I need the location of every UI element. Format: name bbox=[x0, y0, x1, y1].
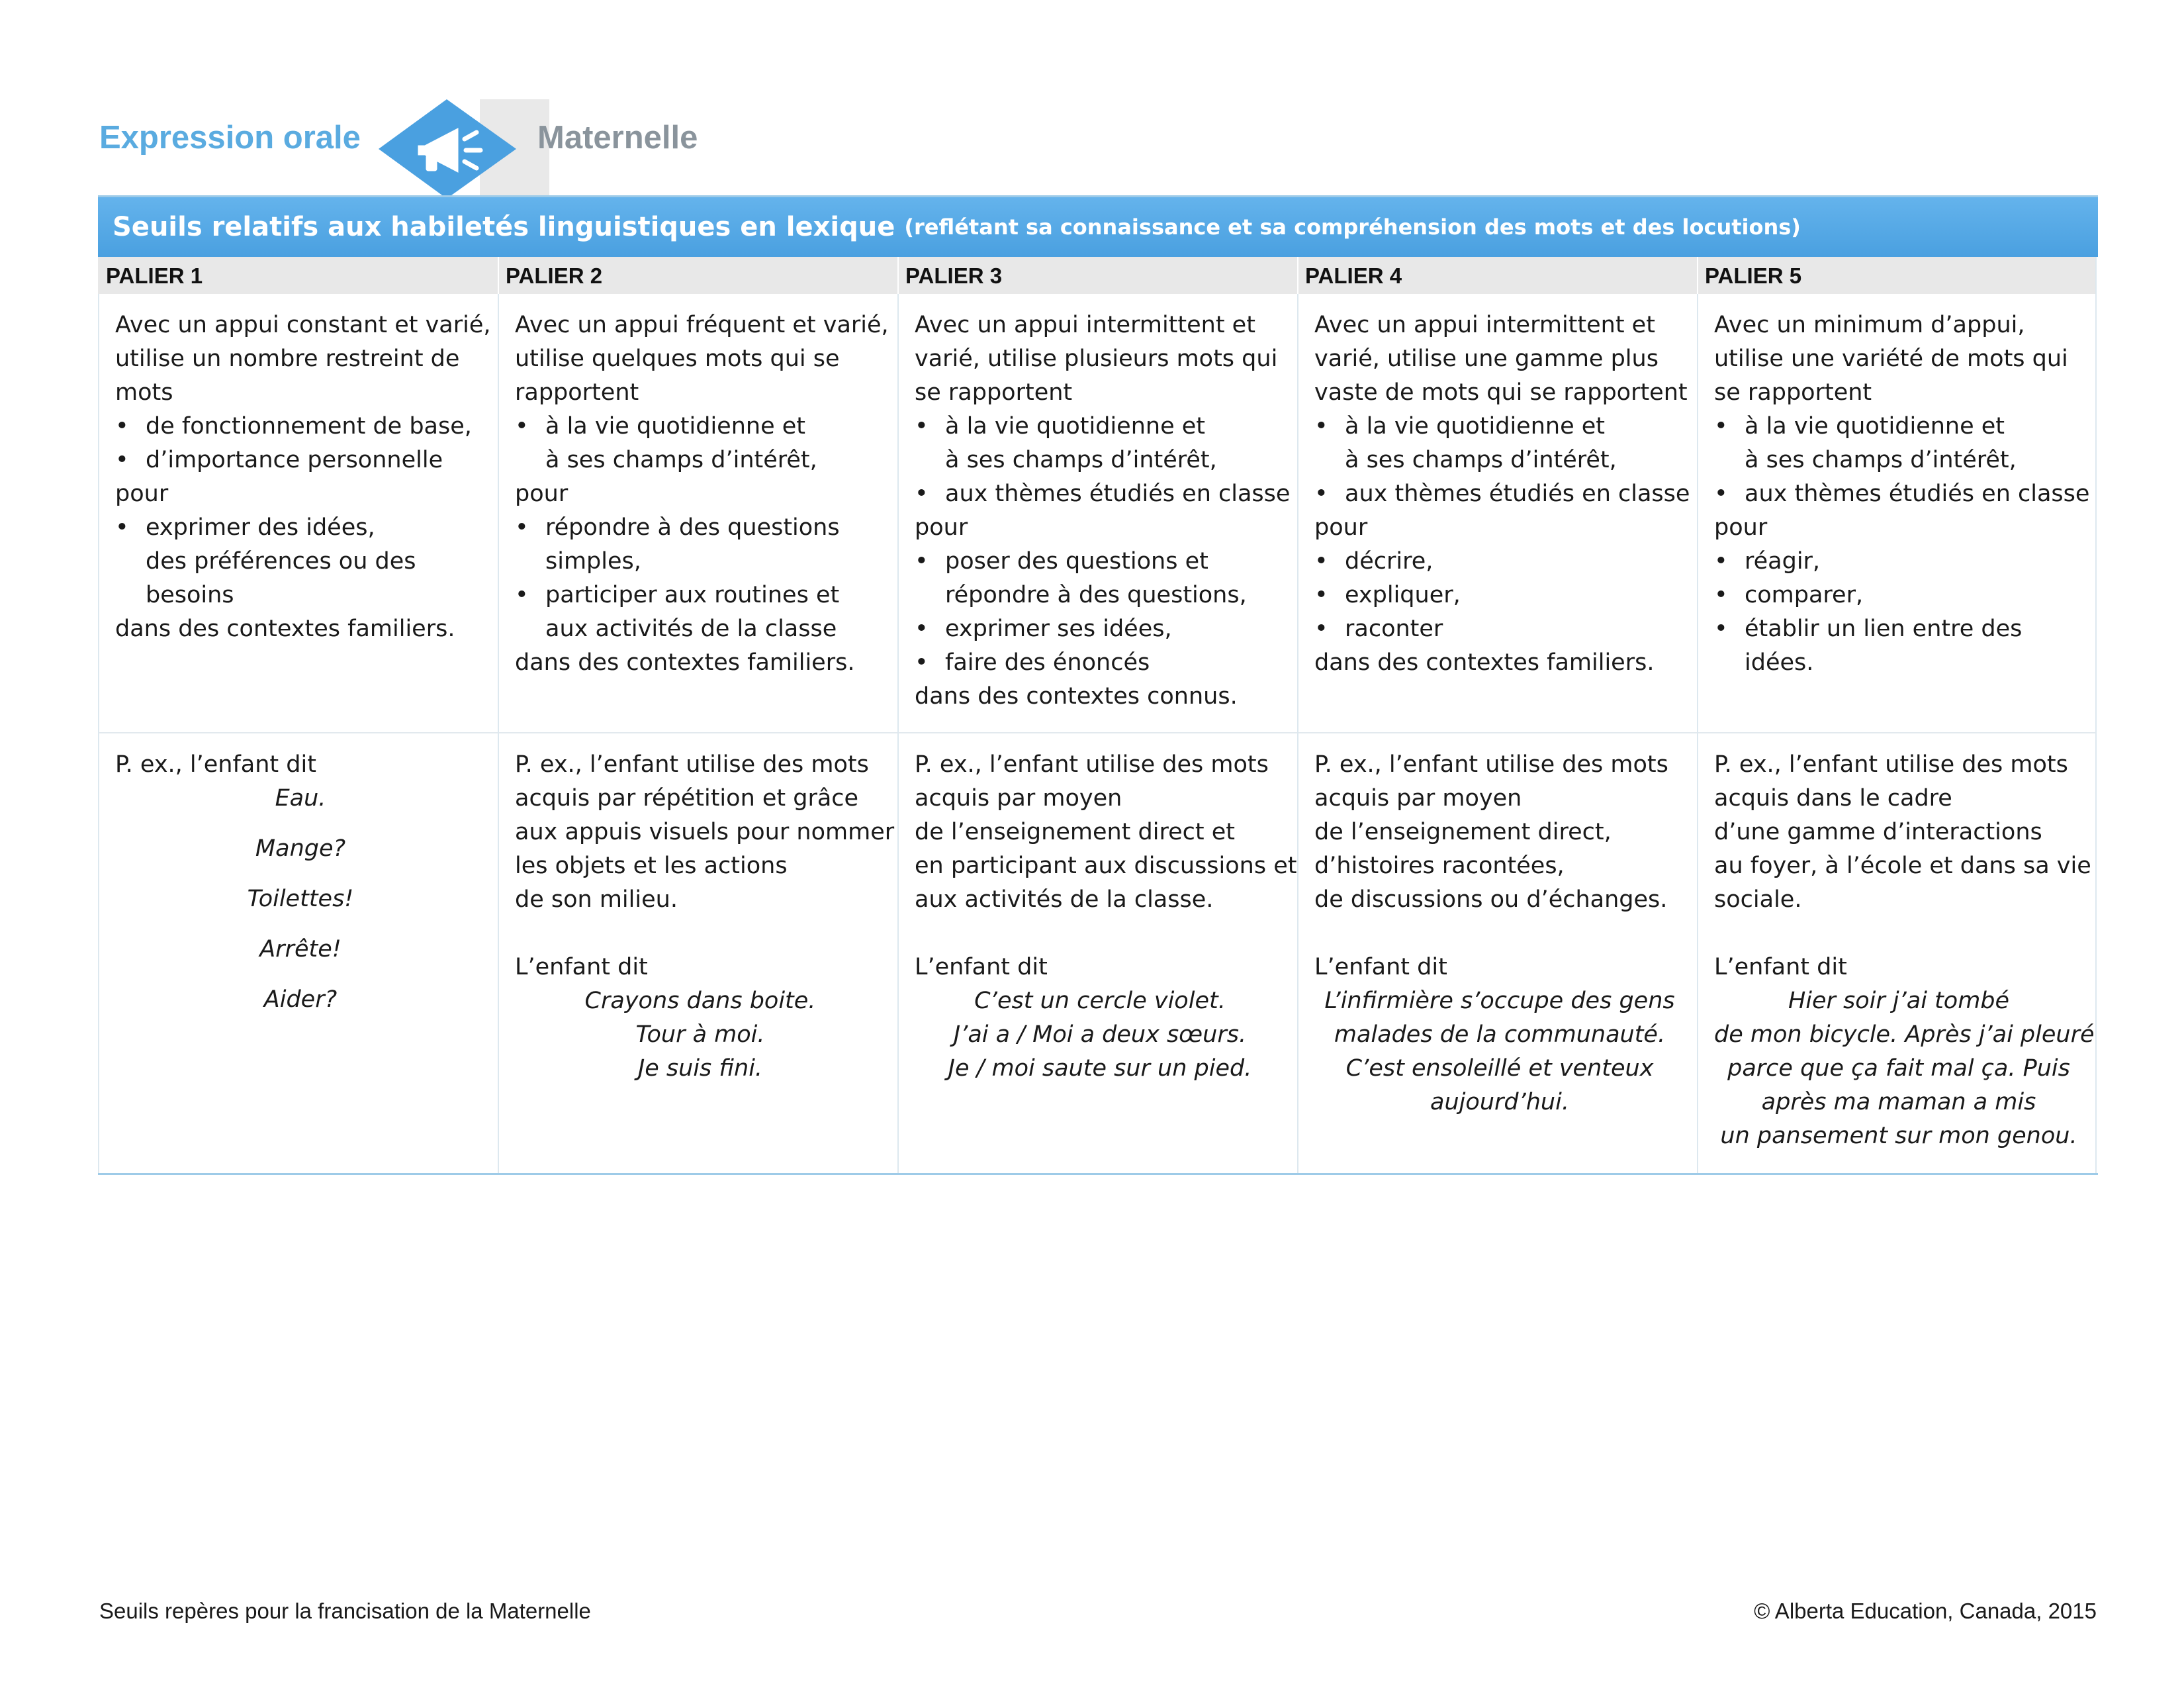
example-utterance: aujourd’hui. bbox=[1430, 1089, 1569, 1115]
bullet-item: • d’importance personnelle bbox=[115, 444, 486, 477]
bullet-item: • établir un lien entre des bbox=[1714, 612, 2083, 646]
text-line: varié, utilise une gamme plus bbox=[1314, 346, 1659, 372]
bullet-item: • exprimer ses idées, bbox=[915, 612, 1285, 646]
bullet-item: • à la vie quotidienne et bbox=[515, 410, 886, 444]
bullet-item: • répondre à des questions bbox=[515, 511, 886, 545]
text-line: rapportent bbox=[515, 379, 639, 406]
text-line: acquis par moyen bbox=[1314, 785, 1522, 812]
bullet-item: • exprimer des idées, bbox=[115, 511, 486, 545]
example-cell bbox=[98, 733, 498, 1173]
example-utterance: Eau. bbox=[275, 785, 326, 812]
text-line: se rapportent bbox=[1714, 379, 1872, 406]
text-line: idées. bbox=[1745, 649, 1814, 676]
text-line: L’enfant dit bbox=[515, 954, 648, 980]
column-header: PALIER 5 bbox=[1697, 257, 2097, 294]
text-line: acquis dans le cadre bbox=[1714, 785, 1952, 812]
text-line: aux activités de la classe. bbox=[915, 886, 1214, 913]
text-line: Avec un appui intermittent et bbox=[1314, 312, 1655, 338]
bullet-item: • aux thèmes étudiés en classe bbox=[1314, 477, 1685, 511]
example-utterance: C’est un cercle violet. bbox=[974, 988, 1226, 1014]
text-line: P. ex., l’enfant utilise des mots bbox=[1714, 751, 2068, 778]
bullet-item: • participer aux routines et bbox=[515, 579, 886, 612]
text-line: à ses champs d’intérêt, bbox=[1745, 447, 2017, 473]
text-line: P. ex., l’enfant dit bbox=[115, 751, 316, 778]
text-line: à ses champs d’intérêt, bbox=[1345, 447, 1617, 473]
text-line: acquis par répétition et grâce bbox=[515, 785, 859, 812]
description-cell bbox=[98, 294, 498, 733]
text-line: P. ex., l’enfant utilise des mots bbox=[915, 751, 1269, 778]
text-line: P. ex., l’enfant utilise des mots bbox=[1314, 751, 1668, 778]
example-utterance: Crayons dans boite. bbox=[584, 988, 816, 1014]
table-header-row bbox=[98, 257, 2098, 294]
text-line: simples, bbox=[545, 548, 641, 575]
text-line: de l’enseignement direct, bbox=[1314, 819, 1612, 845]
bullet-item: • poser des questions et bbox=[915, 545, 1285, 579]
text-line: de son milieu. bbox=[515, 886, 678, 913]
spacer bbox=[915, 917, 1285, 951]
example-utterance: un pansement sur mon genou. bbox=[1720, 1123, 2077, 1149]
description-cell bbox=[897, 294, 1297, 733]
text-line: acquis par moyen bbox=[915, 785, 1122, 812]
text-line: aux appuis visuels pour nommer bbox=[515, 819, 895, 845]
bullet-item: • réagir, bbox=[1714, 545, 2083, 579]
example-utterance: J’ai a / Moi a deux sœurs. bbox=[953, 1021, 1247, 1048]
text-line: vaste de mots qui se rapportent bbox=[1314, 379, 1688, 406]
table-description-row bbox=[98, 294, 2098, 733]
example-utterance: parce que ça fait mal ça. Puis bbox=[1727, 1055, 2070, 1082]
text-line: L’enfant dit bbox=[1714, 954, 1847, 980]
example-cell bbox=[498, 733, 897, 1173]
bullet-item: • comparer, bbox=[1714, 579, 2083, 612]
section-title: Expression orale bbox=[99, 120, 361, 156]
example-utterance: Arrête! bbox=[259, 936, 341, 962]
column-header: PALIER 2 bbox=[498, 257, 897, 294]
example-utterance: Hier soir j’ai tombé bbox=[1788, 988, 2010, 1014]
description-cell bbox=[498, 294, 897, 733]
example-utterance: L’infirmière s’occupe des gens bbox=[1324, 988, 1675, 1014]
text-line: pour bbox=[115, 481, 169, 507]
text-line: L’enfant dit bbox=[1314, 954, 1447, 980]
text-line: utilise un nombre restreint de bbox=[115, 346, 460, 372]
text-line: utilise une variété de mots qui bbox=[1714, 346, 2068, 372]
text-line: Avec un minimum d’appui, bbox=[1714, 312, 2025, 338]
page-header bbox=[99, 99, 761, 199]
bullet-item: • faire des énoncés bbox=[915, 646, 1285, 680]
bullet-item: • à la vie quotidienne et bbox=[1714, 410, 2083, 444]
text-line: se rapportent bbox=[915, 379, 1073, 406]
footer-left: Seuils repères pour la francisation de la Maternelle bbox=[99, 1599, 591, 1623]
column-header: PALIER 1 bbox=[98, 257, 498, 294]
text-line: Avec un appui constant et varié, bbox=[115, 312, 491, 338]
description-cell bbox=[1297, 294, 1697, 733]
bullet-item: • à la vie quotidienne et bbox=[915, 410, 1285, 444]
spacer bbox=[1314, 917, 1685, 951]
text-line: d’une gamme d’interactions bbox=[1714, 819, 2042, 845]
text-line: L’enfant dit bbox=[915, 954, 1048, 980]
footer-right: © Alberta Education, Canada, 2015 bbox=[1754, 1599, 2097, 1623]
text-line: pour bbox=[1714, 514, 1768, 541]
text-line: pour bbox=[515, 481, 569, 507]
text-line: aux activités de la classe bbox=[545, 616, 837, 642]
bullet-item: • de fonctionnement de base, bbox=[115, 410, 486, 444]
text-line: en participant aux discussions et bbox=[915, 853, 1297, 879]
text-line: de discussions ou d’échanges. bbox=[1314, 886, 1668, 913]
text-line: dans des contextes familiers. bbox=[515, 649, 855, 676]
text-line: des préférences ou des bbox=[146, 548, 416, 575]
example-utterance: Je / moi saute sur un pied. bbox=[948, 1055, 1252, 1082]
example-cell bbox=[1297, 733, 1697, 1173]
table-subtitle: (reflétant sa connaissance et sa compréhension des mots et des locutions) bbox=[904, 214, 1801, 240]
spacer bbox=[515, 917, 886, 951]
text-line: pour bbox=[1314, 514, 1368, 541]
column-header: PALIER 4 bbox=[1297, 257, 1697, 294]
text-line: à ses champs d’intérêt, bbox=[545, 447, 817, 473]
text-line: répondre à des questions, bbox=[945, 582, 1247, 608]
text-line: de l’enseignement direct et bbox=[915, 819, 1235, 845]
spacer bbox=[1714, 917, 2083, 951]
example-utterance: Toilettes! bbox=[247, 886, 354, 912]
bullet-item: • aux thèmes étudiés en classe bbox=[915, 477, 1285, 511]
text-line: Avec un appui fréquent et varié, bbox=[515, 312, 889, 338]
example-utterance: Mange? bbox=[255, 835, 346, 862]
table-title-bar bbox=[98, 197, 2098, 257]
bullet-item: • expliquer, bbox=[1314, 579, 1685, 612]
text-line: utilise quelques mots qui se bbox=[515, 346, 840, 372]
text-line: dans des contextes familiers. bbox=[1314, 649, 1655, 676]
text-line: à ses champs d’intérêt, bbox=[945, 447, 1217, 473]
text-line: les objets et les actions bbox=[515, 853, 788, 879]
table-example-row bbox=[98, 733, 2098, 1173]
grade-title: Maternelle bbox=[537, 120, 698, 156]
example-cell bbox=[897, 733, 1297, 1173]
text-line: pour bbox=[915, 514, 968, 541]
text-line: dans des contextes connus. bbox=[915, 683, 1238, 710]
column-header: PALIER 3 bbox=[897, 257, 1297, 294]
example-utterance: de mon bicycle. Après j’ai pleuré bbox=[1714, 1021, 2095, 1048]
text-line: Avec un appui intermittent et bbox=[915, 312, 1255, 338]
example-utterance: malades de la communauté. bbox=[1334, 1021, 1666, 1048]
text-line: au foyer, à l’école et dans sa vie bbox=[1714, 853, 2091, 879]
text-line: mots bbox=[115, 379, 173, 406]
example-utterance: Tour à moi. bbox=[635, 1021, 765, 1048]
bullet-item: • à la vie quotidienne et bbox=[1314, 410, 1685, 444]
text-line: dans des contextes familiers. bbox=[115, 616, 455, 642]
bullet-item: • décrire, bbox=[1314, 545, 1685, 579]
text-line: d’histoires racontées, bbox=[1314, 853, 1565, 879]
text-line: P. ex., l’enfant utilise des mots bbox=[515, 751, 869, 778]
description-cell bbox=[1697, 294, 2097, 733]
bullet-item: • raconter bbox=[1314, 612, 1685, 646]
example-utterance: C’est ensoleillé et venteux bbox=[1345, 1055, 1654, 1082]
thresholds-table bbox=[98, 195, 2098, 1175]
example-cell bbox=[1697, 733, 2097, 1173]
table-title: Seuils relatifs aux habiletés linguistiques en lexique bbox=[113, 212, 895, 242]
text-line: sociale. bbox=[1714, 886, 1802, 913]
example-utterance: Je suis fini. bbox=[637, 1055, 763, 1082]
text-line: varié, utilise plusieurs mots qui bbox=[915, 346, 1278, 372]
text-line: besoins bbox=[146, 582, 234, 608]
example-utterance: Aider? bbox=[263, 986, 338, 1013]
bullet-item: • aux thèmes étudiés en classe bbox=[1714, 477, 2083, 511]
example-utterance: après ma maman a mis bbox=[1761, 1089, 2036, 1115]
